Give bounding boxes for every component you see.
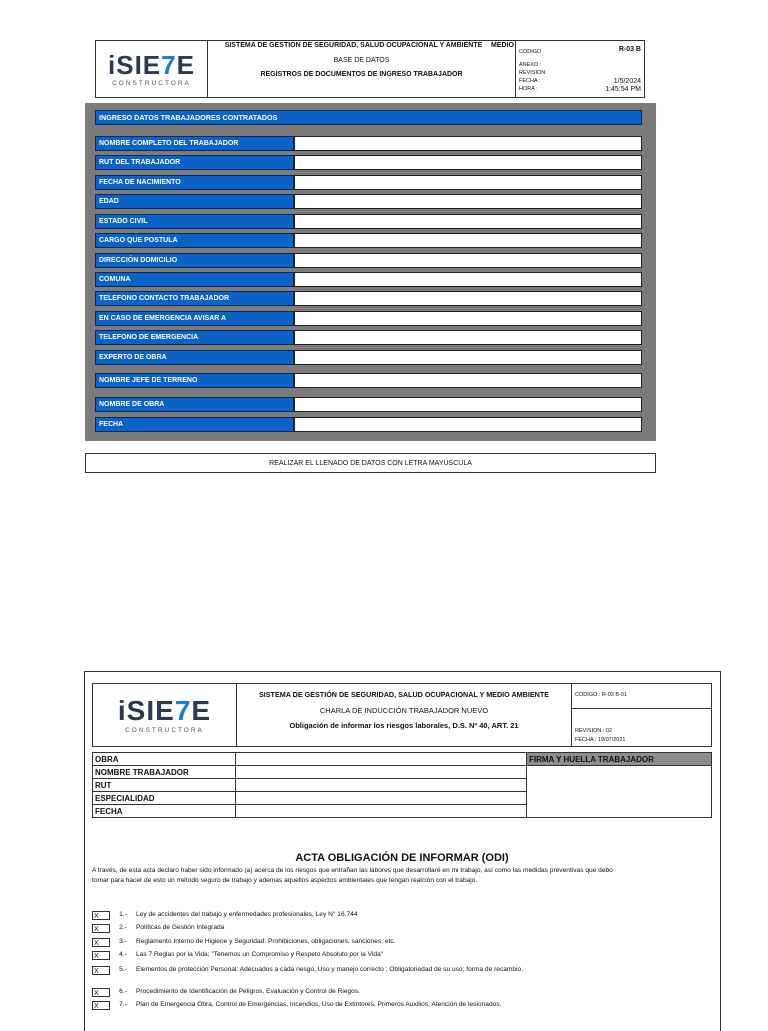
- form1-row: [95, 214, 642, 229]
- checklist-number: 4.-: [119, 951, 127, 958]
- logo-word-seven-2: 7: [174, 694, 192, 726]
- form1-row: [95, 253, 642, 268]
- form1-field-label: EN CASO DE EMERGENCIA AVISAR A: [95, 311, 294, 326]
- form1-section-title: INGRESO DATOS TRABAJADORES CONTRATADOS: [95, 110, 642, 125]
- checklist-text: Reglamento Interno de Higiene y Seguridad: Prohibiciones, obligaciones, sanciones, etc.: [136, 938, 396, 945]
- form2-header-subtitle2: Obligación de informar los riesgos laborales, D.S. Nº 40, ART. 21: [289, 721, 519, 730]
- checklist-checkbox[interactable]: X: [92, 924, 110, 933]
- form1-field-input[interactable]: [294, 397, 642, 412]
- checklist-text: Políticas de Gestión Integrada: [136, 924, 225, 931]
- checklist-checkbox[interactable]: X: [92, 911, 110, 920]
- form2-field-nombre[interactable]: [236, 766, 527, 779]
- checklist-text: Las 7 Reglas por la Vida; "Tenemos un Compromiso y Respeto Absoluto por la Vida": [136, 951, 384, 958]
- form1-field-input[interactable]: [294, 272, 642, 287]
- form1-row: [95, 397, 642, 412]
- form1-field-label: NOMBRE JEFE DE TERRENO: [95, 373, 294, 388]
- form1-field-input[interactable]: [294, 155, 642, 170]
- form2-header-meta: [572, 684, 711, 746]
- form1-field-label: TELEFONO DE EMERGENCIA: [95, 330, 294, 345]
- form1-row: [95, 417, 642, 432]
- checklist-number: 5.-: [119, 966, 127, 973]
- checklist-number: 3.-: [119, 938, 127, 945]
- hora-label: HORA :: [519, 86, 538, 92]
- form1-header-title: SISTEMA DE GESTIÓN DE SEGURIDAD, SALUD OCUPACIONAL Y AMBIENTE: [224, 42, 483, 49]
- logo-word-b: E: [176, 49, 195, 80]
- checklist-item: [92, 951, 692, 960]
- form1-row: [95, 330, 642, 345]
- revision-label: REVISION: [519, 70, 546, 76]
- form2-label-obra: OBRA: [93, 753, 236, 766]
- form2-header-title: SISTEMA DE GESTIÓN DE SEGURIDAD, SALUD OCUPACIONAL Y MEDIO AMBIENTE: [258, 690, 550, 699]
- form1-field-input[interactable]: [294, 233, 642, 248]
- company-logo: [96, 41, 208, 97]
- form2-worker-table: [92, 752, 712, 818]
- form1-header-medio: MEDIO: [491, 42, 514, 49]
- form2-header-center: [237, 684, 572, 746]
- signature-label: FIRMA Y HUELLA TRABAJADOR: [527, 753, 712, 766]
- checklist-item: [92, 938, 692, 947]
- form1-field-label: RUT DEL TRABAJADOR: [95, 155, 294, 170]
- checklist-number: 7.-: [119, 1001, 127, 1008]
- form1-field-label: FECHA: [95, 417, 294, 432]
- checklist-checkbox[interactable]: X: [92, 951, 110, 960]
- checklist-text: Elementos de protección Personal: Adecuados a cada riesgo, Uso y manejo correcto ; Obligatoriedad de su uso; forma de recambio.: [136, 966, 524, 973]
- form2-field-rut[interactable]: [236, 779, 527, 792]
- form2-field-especialidad[interactable]: [236, 792, 527, 805]
- form1-field-input[interactable]: [294, 417, 642, 432]
- form1-row: [95, 272, 642, 287]
- form1-field-label: NOMBRE DE OBRA: [95, 397, 294, 412]
- checklist-checkbox[interactable]: X: [92, 1001, 110, 1010]
- checklist-number: 2.-: [119, 924, 127, 931]
- form2-field-fecha[interactable]: [236, 805, 527, 818]
- form1-field-label: ESTADO CIVIL: [95, 214, 294, 229]
- form1-row: [95, 311, 642, 326]
- codigo-label: CODIGO: [519, 49, 542, 55]
- form1-row: [95, 291, 642, 306]
- form1-row: [95, 155, 642, 170]
- form1-header-meta: [516, 41, 644, 97]
- form1-header: [95, 40, 645, 98]
- signature-box[interactable]: [527, 766, 712, 818]
- form1-field-input[interactable]: [294, 175, 642, 190]
- form2-label-especialidad: ESPECIALIDAD: [93, 792, 236, 805]
- logo-word: [108, 49, 195, 80]
- form1-field-input[interactable]: [294, 136, 642, 151]
- form1-field-input[interactable]: [294, 311, 642, 326]
- checklist-number: 1.-: [119, 911, 127, 918]
- form1-row: [95, 373, 642, 388]
- company-logo-2: [93, 684, 237, 746]
- checklist-text: Procedimiento de Identificación de Peligros, Evaluación y Control de Riegos.: [136, 988, 360, 995]
- form2-header-subtitle1: CHARLA DE INDUCCIÓN TRABAJADOR NUEVO: [319, 706, 489, 715]
- logo-subtitle: CONSTRUCTORA: [112, 79, 191, 87]
- form1-field-input[interactable]: [294, 330, 642, 345]
- form2-label-rut: RUT: [93, 779, 236, 792]
- form1-field-input[interactable]: [294, 194, 642, 209]
- logo-word-2: [117, 694, 212, 726]
- form1-field-label: EXPERTO DE OBRA: [95, 350, 294, 365]
- logo-word-a-2: iSIE: [117, 694, 175, 726]
- checklist-text: Ley de accidentes del trabajo y enfermedades profesionales, Ley N° 16.744: [136, 911, 358, 918]
- form1-field-label: TELEFONO CONTACTO TRABAJADOR: [95, 291, 294, 306]
- checklist-item: [92, 988, 692, 997]
- anexo-label: ANEXO :: [519, 62, 542, 68]
- checklist-item: [92, 911, 692, 920]
- logo-subtitle-2: CONSTRUCTORA: [125, 726, 204, 734]
- checklist-number: 6.-: [119, 988, 127, 995]
- table-row: [93, 753, 712, 766]
- form1-field-input[interactable]: [294, 350, 642, 365]
- checklist-text: Plan de Emergencia Obra, Control de Emergencias, Incendios, Uso de Extintores, Primeros Auxilios, Atención de lesionados.: [136, 1001, 502, 1008]
- fecha-label: FECHA :: [519, 78, 541, 84]
- fecha-value: 1/5/2024: [613, 78, 641, 85]
- codigo-value: R-03 B: [618, 46, 641, 53]
- form1-note: REALIZAR EL LLENADO DE DATOS CON LETRA MAYÚSCULA: [85, 453, 656, 473]
- logo-word-a: iSIE: [108, 49, 162, 80]
- form1-field-label: EDAD: [95, 194, 294, 209]
- form2-codigo: CODIGO : R-03 B-01: [575, 692, 627, 698]
- acta-paragraph: A través, de esta acta declaro haber sido informado (a) acerca de los riesgos que entrañan las labores que desarrollaré en mi trabajo, así como las medidas preventivas que debo tomar para hacer de esto un método seguro de trabajo y ademas aquellos aspectos ambientales que tengan realción con el trabajo.: [92, 867, 613, 884]
- checklist-item: [92, 1001, 692, 1010]
- form2-field-obra[interactable]: [236, 753, 527, 766]
- form1-row: [95, 136, 642, 151]
- form1-field-label: DIRECCIÓN DOMICILIO: [95, 253, 294, 268]
- form1-header-center: [208, 41, 516, 97]
- form1-row: [95, 194, 642, 209]
- form2-label-fecha: FECHA: [93, 805, 236, 818]
- checklist-item: [92, 924, 692, 933]
- form1-field-input[interactable]: [294, 373, 642, 388]
- form2-meta-divider: [572, 708, 711, 709]
- form1-field-input[interactable]: [294, 214, 642, 229]
- checklist-checkbox[interactable]: X: [92, 988, 110, 997]
- form1-field-label: FECHA DE NACIMIENTO: [95, 175, 294, 190]
- form1-field-label: CARGO QUE POSTULA: [95, 233, 294, 248]
- form1-field-label: COMUNA: [95, 272, 294, 287]
- form1-field-input[interactable]: [294, 253, 642, 268]
- form2-header: [92, 683, 712, 747]
- logo-word-b-2: E: [191, 694, 212, 726]
- form1-row: [95, 350, 642, 365]
- checklist-checkbox[interactable]: X: [92, 938, 110, 947]
- form1-header-subtitle1: BASE DE DATOS: [333, 57, 390, 64]
- hora-value: 1:45:54 PM: [605, 86, 641, 93]
- checklist-checkbox[interactable]: X: [92, 966, 110, 975]
- form1-field-label: NOMBRE COMPLETO DEL TRABAJADOR: [95, 136, 294, 151]
- form1-row: [95, 175, 642, 190]
- form2-label-nombre: NOMBRE TRABAJADOR: [93, 766, 236, 779]
- table-row: [93, 766, 712, 779]
- form2-revision: REVISION : 02: [575, 728, 612, 734]
- form2-fecha: FECHA : 19/07/2021: [575, 737, 626, 743]
- acta-title: ACTA OBLIGACIÓN DE INFORMAR (ODI): [295, 852, 509, 864]
- form1-header-subtitle2: REGISTROS DE DOCUMENTOS DE INGRESO TRABAJADOR: [260, 71, 463, 78]
- form1-row: [95, 233, 642, 248]
- checklist-item: [92, 966, 692, 975]
- logo-word-seven: 7: [161, 49, 177, 80]
- form1-field-input[interactable]: [294, 291, 642, 306]
